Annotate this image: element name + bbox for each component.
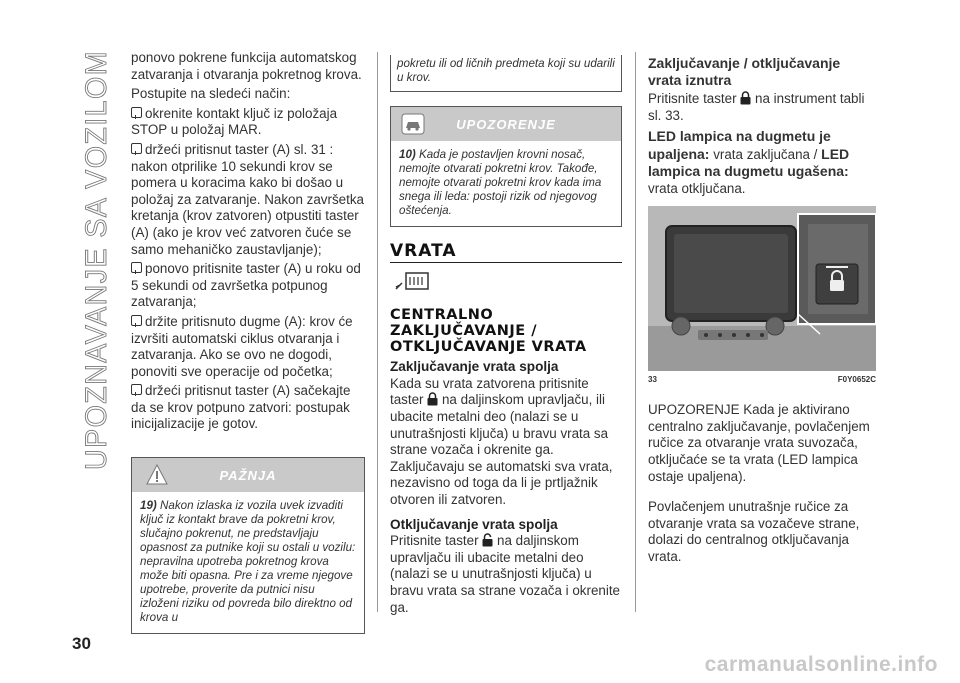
- warning-paragraph: UPOZORENJE Kada je aktivirano centralno zaključavanje, povlačenjem ručice za otvaranje vrata suvozača, otključaće se ta vrata (LED lampica ostaje upaljena).: [648, 402, 870, 484]
- bullet-icon: [131, 384, 142, 395]
- list-item: [131, 261, 365, 311]
- led-off-label: LED lampica na dugmetu ugašena:: [648, 145, 850, 180]
- outside-unlock-heading: Otključavanje vrata spolja: [390, 516, 558, 532]
- page-number: 30: [72, 634, 91, 653]
- figure-number: 33: [648, 374, 657, 384]
- column-divider: [377, 52, 378, 612]
- warning-box: [390, 106, 622, 227]
- outside-lock-text-b: na daljinskom upravljaču, ili ubacite metalni deo (nalazi se u unutrašnjosti ključa) u bravu vrata sa strane vozača i okrenite ga. Zaključavaju se automatski sva vrata, nezavisno od toga da li je prtljažnik otvoren ili zatvoren.: [390, 392, 613, 507]
- step-text: ponovo pritisnite taster (A) u roku od 5 sekundi od završetka potpunog zatvaranja;: [131, 261, 361, 310]
- inside-lock-heading: Zaključavanje / otključavanje vrata iznutra: [648, 55, 841, 88]
- subsection-title-line: CENTRALNO: [390, 307, 494, 324]
- list-item: [131, 383, 365, 433]
- step-text: držite pritisnuto dugme (A): krov će izvršiti automatski ciklus otvaranja i zatvaranja. Ako se ovo ne dogodi, ponoviti sve operacije od početka;: [131, 313, 353, 379]
- pull-handle-paragraph: Povlačenjem unutrašnje ručice za otvaranje vrata sa vozačeve strane, dolazi do centralnog otključavanja vrata.: [648, 499, 860, 564]
- caution-text: Nakon izlaska iz vozila uvek izvaditi ključ iz kontakt brave da pokretni krov, slučajno pokrenut, ne predstavljaju opasnost za putnike koji su ostali u vozilu: nepravilna upotreba pokretnog krova može biti opasna. Pre i za vreme njegove upotrebe, proverite da putnici nisu izloženi riziku od povreda bilo direktno od krova u: [140, 499, 356, 625]
- column-divider: [635, 52, 636, 612]
- lock-icon: [427, 392, 438, 406]
- procedure-text: Postupite na sledeći način:: [131, 86, 291, 102]
- step-text: držeći pritisnut taster (A) sl. 31 : nakon otprilike 10 sekundi krov se pomera u koracima kako bi došao u položaj za zatvaranje. Nakon završetka kretanja (krov zatvoren) otpustiti taster (A) (ako je krov već zatvoren čuće se samo mehaničko zaustavljanje);: [131, 141, 364, 257]
- outside-lock-text: [390, 376, 622, 509]
- led-status-text: [648, 128, 876, 197]
- subsection-title-line: ZAKLJUČAVANJE /: [390, 323, 537, 340]
- press-text-b: na instrument tabli sl. 33.: [648, 91, 865, 123]
- lock-icon: [740, 91, 751, 105]
- subsection-title-line: OTKLJUČAVANJE VRATA: [390, 339, 587, 356]
- figure-33: [648, 206, 876, 371]
- figure-caption: [648, 372, 876, 389]
- led-off-text: vrata otključana.: [648, 180, 746, 196]
- warning-header: [391, 107, 621, 141]
- caution-box: [131, 457, 365, 634]
- warning-number: 10): [399, 148, 416, 161]
- step-text: držeći pritisnut taster (A) sačekajte da se krov potpuno zatvori: postupak inicijalizacije je gotov.: [131, 383, 351, 432]
- led-on-label: LED lampica na dugmetu je upaljena:: [648, 128, 831, 162]
- column-3: [648, 55, 876, 566]
- bullet-icon: [131, 107, 142, 118]
- list-item: [131, 142, 365, 258]
- caution-body: [132, 492, 364, 633]
- unlock-icon: [482, 533, 493, 547]
- press-text: [648, 91, 876, 124]
- press-text-a: Pritisnite taster: [648, 91, 737, 106]
- door-symbol-icon: [392, 269, 432, 293]
- section-side-title-text: UPOZNAVANJE SA VOZILOM: [80, 40, 113, 470]
- outside-lock-heading: Zaključavanje vrata spolja: [390, 359, 559, 375]
- column-2: [390, 55, 622, 616]
- section-title: VRATA: [390, 243, 622, 263]
- figure-code: F0Y0652C: [837, 374, 876, 384]
- caution-header: [132, 458, 364, 492]
- led-on-text: vrata zaključana /: [713, 146, 818, 162]
- bullet-icon: [131, 315, 142, 326]
- bullet-icon: [131, 262, 142, 273]
- caution-number: 19): [140, 499, 157, 513]
- intro-text: ponovo pokrene funkcija automatskog zatvaranja i otvaranja pokretnog krova.: [131, 50, 362, 82]
- caution-title: PAŽNJA: [219, 468, 277, 484]
- outside-unlock-text-b: na daljinskom upravljaču ili ubacite metalni deo (nalazi se u unutrašnjosti ključa) u bravu vrata sa strane vozača i okrenite ga.: [390, 533, 620, 615]
- outside-unlock-text: [390, 533, 622, 616]
- warning-body: [391, 141, 621, 226]
- outside-unlock-text-a: Pritisnite taster: [390, 533, 479, 549]
- warning-title: UPOZORENJE: [456, 117, 556, 132]
- column-1: [131, 50, 365, 634]
- list-item: [131, 106, 365, 139]
- continued-note: pokretu ili od ličnih predmeta koji su udarili u krov.: [390, 55, 622, 92]
- list-item: [131, 314, 365, 380]
- step-text: okrenite kontakt ključ iz položaja STOP u položaj MAR.: [131, 105, 338, 138]
- warning-text: Kada je postavljen krovni nosač, nemojte otvarati pokretni krov. Takođe, nemojte otvarati pokretni krov kada ima snega ili leda: postoji rizik od njegovog oštećenja.: [399, 148, 602, 217]
- bullet-icon: [131, 143, 142, 154]
- dashboard-illustration: [648, 206, 876, 371]
- outside-lock-text-a: Kada su vrata zatvorena pritisnite taster: [390, 375, 589, 408]
- watermark: carmanualsonline.info: [704, 653, 938, 676]
- section-side-title: [76, 40, 116, 480]
